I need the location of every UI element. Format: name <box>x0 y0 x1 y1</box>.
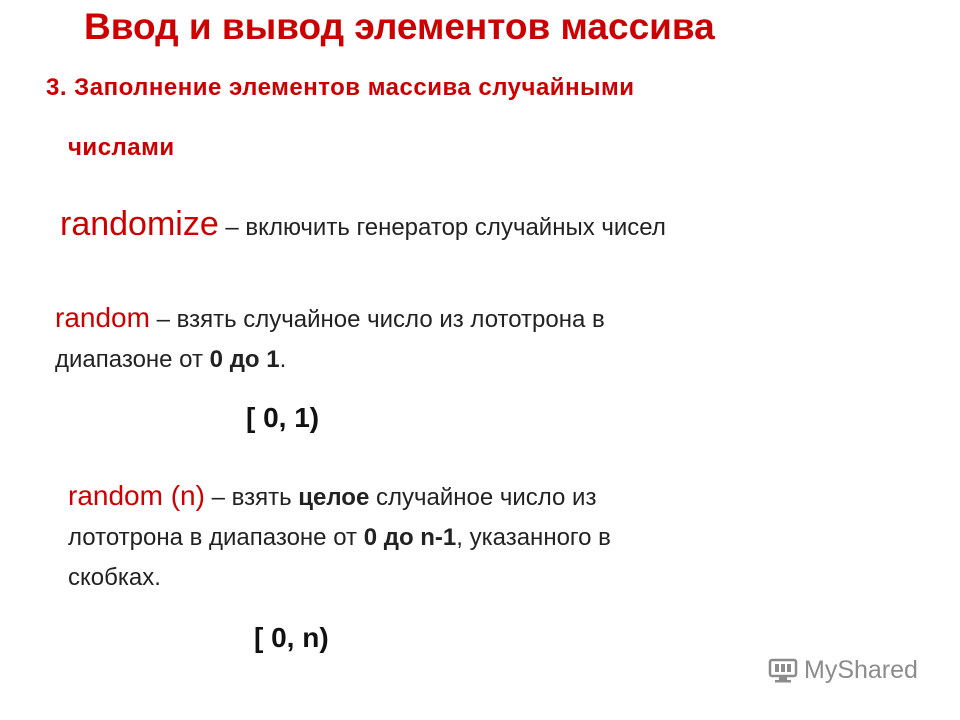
watermark <box>768 656 918 685</box>
random-desc-line2-a: диапазоне от <box>55 346 210 373</box>
myshared-logo-icon <box>768 658 798 684</box>
random-desc-line1: – взять случайное число из лототрона в <box>149 306 605 333</box>
random-n-integer-word: целое <box>298 484 370 511</box>
slide-title: Ввод и вывод элементов массива <box>84 6 715 47</box>
randomize-line <box>60 205 666 244</box>
random-n-line-1 <box>68 476 611 518</box>
watermark-text: MyShared <box>804 656 918 684</box>
random-n-line-3: скобках. <box>68 564 161 591</box>
random-desc-line2-c: . <box>279 346 287 373</box>
subtitle-line-2: числами <box>68 134 175 161</box>
random-keyword: random <box>55 302 150 333</box>
random-n-block <box>68 476 611 598</box>
random-n-desc-line1-a: – взять <box>204 484 299 511</box>
random-n-keyword: random (n) <box>68 480 205 511</box>
random-range: 0 до 1 <box>209 346 280 373</box>
interval-0-n: [ 0, n) <box>254 622 329 653</box>
random-n-desc-line2-c: , указанного в <box>456 524 611 551</box>
random-n-desc-line2-a: лототрона в диапазоне от <box>68 524 364 551</box>
random-n-desc-line1-c: случайное число из <box>369 484 597 511</box>
random-line-1 <box>55 298 605 340</box>
random-line-2 <box>55 340 605 380</box>
random-n-line-2 <box>68 518 611 558</box>
random-block <box>55 298 605 380</box>
randomize-description: – включить генератор случайных чисел <box>218 214 666 241</box>
interval-0-1: [ 0, 1) <box>246 402 320 433</box>
randomize-keyword: randomize <box>60 205 219 243</box>
subtitle-line-1: 3. Заполнение элементов массива случайными <box>46 74 635 101</box>
random-n-range: 0 до n-1 <box>363 524 457 551</box>
